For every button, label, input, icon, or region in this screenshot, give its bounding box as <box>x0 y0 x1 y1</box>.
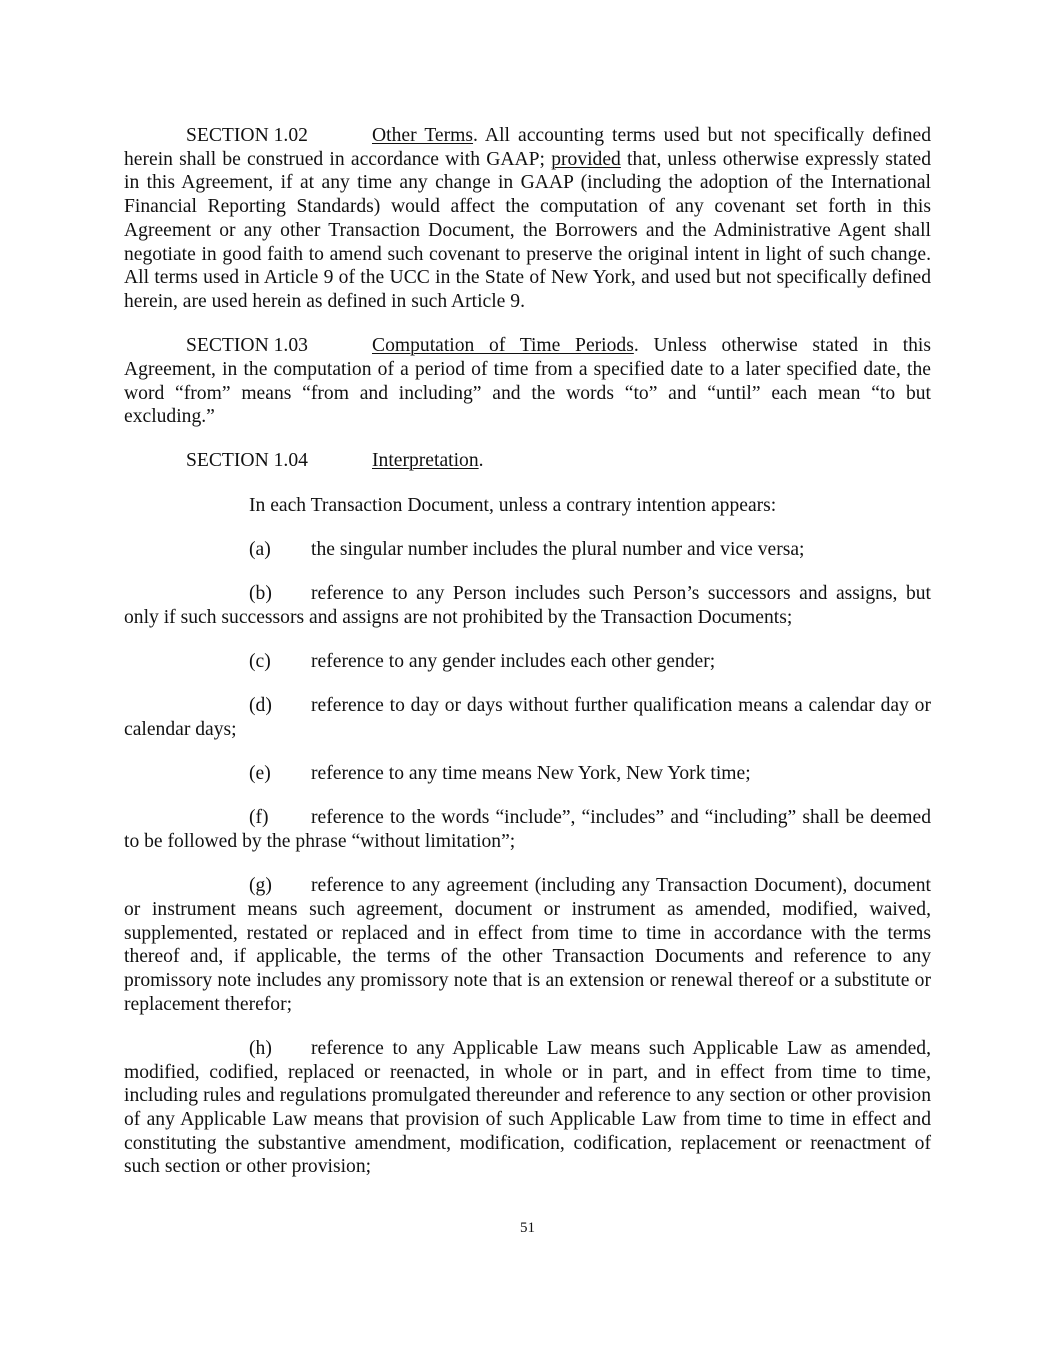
item-label: (f) <box>249 807 269 829</box>
section-number: SECTION 1.04 <box>186 450 308 472</box>
item-text: reference to any time means New York, New York time; <box>311 763 751 785</box>
item-label: (b) <box>249 583 272 605</box>
item-text: reference to any agreement (including any Transaction Document), document or instrument means such agreement, document or instrument as amended, modified, waived, supplemented, restated or replaced and in effect from time to time in accordance with the terms thereof and, if applicable, the terms of the other Transaction Documents and reference to any promissory note includes any promissory note that is an extension or renewal thereof or a substitute or replacement therefor; <box>124 875 931 1015</box>
item-label: (d) <box>249 695 272 717</box>
page-number: 51 <box>520 1220 535 1236</box>
section-body: . <box>478 450 484 472</box>
provided-term: provided <box>551 148 621 170</box>
section-title: Other Terms <box>372 125 474 146</box>
list-item <box>124 538 931 562</box>
list-item <box>124 650 931 674</box>
list-item <box>124 694 931 741</box>
section-title: Computation of Time Periods <box>372 335 634 357</box>
item-label: (c) <box>249 650 271 672</box>
item-text: the singular number includes the plural number and vice versa; <box>311 538 805 560</box>
section-body-continued: that, unless otherwise expressly stated in this Agreement, if at any time any change in GAAP (including the adoption of the International Financial Reporting Standards) would affect the computation of any covenant set forth in this Agreement or any other Transaction Document, the Borrowers and the Administrative Agent shall negotiate in good faith to amend such covenant to preserve the original intent in light of such change. All terms used in Article 9 of the UCC in the State of New York, and used but not specifically defined herein, are used herein as defined in such Article 9. <box>124 148 932 312</box>
section-1-02 <box>124 124 931 314</box>
list-item <box>124 874 931 1016</box>
item-label: (a) <box>249 538 271 560</box>
interpretation-intro: In each Transaction Document, unless a contrary intention appears: <box>249 494 777 516</box>
item-text: reference to the words “include”, “includes” and “including” shall be deemed to be followed by the phrase “without limitation”; <box>124 807 931 852</box>
item-text: reference to day or days without further qualification means a calendar day or calendar days; <box>124 695 931 740</box>
item-label: (h) <box>249 1037 272 1059</box>
item-text: reference to any Person includes such Person’s successors and assigns, but only if such successors and assigns are not prohibited by the Transaction Documents; <box>124 583 931 628</box>
document-page <box>124 124 931 1200</box>
section-number: SECTION 1.02 <box>186 125 308 146</box>
list-item <box>124 582 931 629</box>
item-text: reference to any gender includes each other gender; <box>311 650 716 672</box>
section-title: Interpretation <box>372 450 479 472</box>
section-body: . Unless otherwise stated in this Agreement, in the computation of a period of time from a specified date to a later specified date, the word “from” means “from and including” and the words “to” and “until” each mean “to but excluding.” <box>124 335 932 428</box>
section-1-04 <box>124 449 931 473</box>
list-item <box>124 1037 931 1179</box>
list-item <box>124 762 931 786</box>
section-body: . All accounting terms used but not specifically defined herein shall be construed in accordance with GAAP; <box>124 125 931 170</box>
item-label: (g) <box>249 875 272 897</box>
section-1-03 <box>124 334 931 429</box>
item-text: reference to any Applicable Law means such Applicable Law as amended, modified, codified, replaced or reenacted, in whole or in part, and in effect from time to time, including rules and regulations promulgated thereunder and reference to any section or other provision of any Applicable Law means that provision of such Applicable Law from time to time in effect and constituting the substantive amendment, modification, codification, replacement or reenactment of such section or other provision; <box>124 1037 931 1178</box>
item-label: (e) <box>249 763 271 785</box>
interpretation-list <box>124 538 931 1179</box>
list-item <box>124 806 931 853</box>
section-number: SECTION 1.03 <box>186 335 308 357</box>
